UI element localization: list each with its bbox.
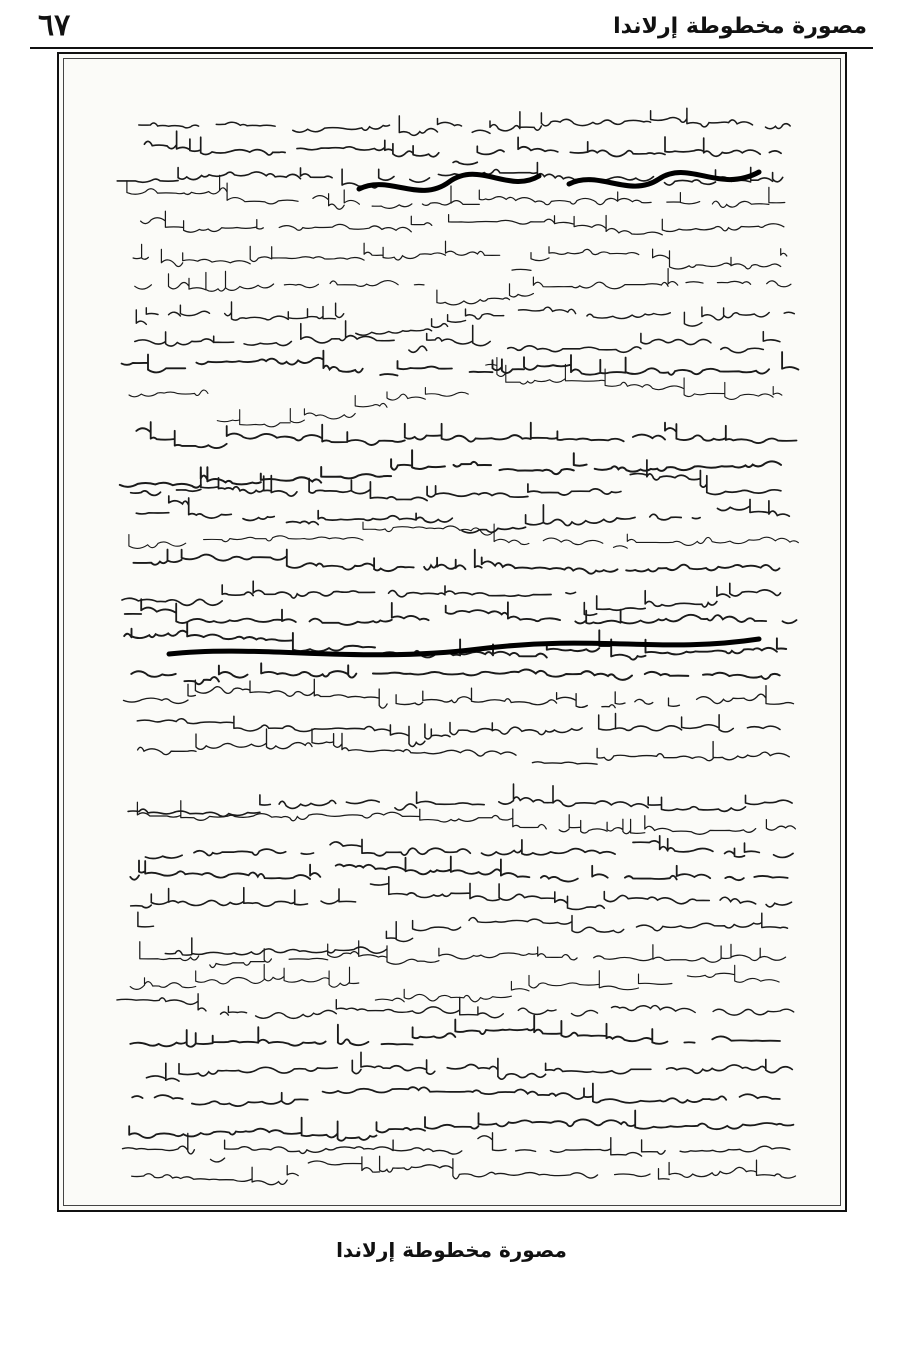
handwriting-line-22 — [137, 714, 780, 747]
handwriting-line-17 — [122, 581, 780, 615]
page-header — [0, 0, 903, 46]
handwriting-line-16 — [133, 550, 779, 574]
handwriting-line-1 — [144, 131, 781, 164]
handwriting-line-29 — [138, 912, 788, 955]
handwriting-line-7 — [136, 302, 794, 335]
handwriting-line-35 — [123, 1084, 779, 1107]
page-number: ٦٧ — [38, 8, 71, 43]
handwriting-line-5 — [133, 241, 787, 270]
handwriting-line-21 — [124, 679, 794, 708]
handwriting-line-38 — [132, 1156, 796, 1184]
handwriting-line-26 — [145, 836, 793, 859]
handwriting-line-27 — [130, 857, 787, 882]
handwriting-line-37 — [122, 1133, 789, 1162]
handwriting-line-9 — [122, 351, 799, 376]
handwriting-line-31 — [130, 964, 779, 1001]
handwriting-line-18 — [109, 599, 796, 625]
handwriting-line-33 — [117, 1016, 780, 1047]
handwriting-line-14 — [136, 496, 789, 533]
handwriting-line-20 — [131, 663, 779, 684]
handwriting-line-23 — [138, 729, 790, 764]
manuscript-image — [57, 52, 847, 1212]
handwriting-line-11 — [136, 422, 796, 448]
handwriting-line-28 — [131, 877, 792, 910]
handwriting-line-34 — [131, 1052, 792, 1081]
handwriting-line-15 — [129, 522, 799, 548]
manuscript-handwriting — [59, 54, 847, 1212]
handwriting-line-36 — [129, 1111, 793, 1141]
handwriting-line-0 — [130, 108, 790, 135]
handwriting-line-6 — [135, 269, 791, 305]
running-title: مصورة مخطوطة إرلاندا — [613, 14, 867, 39]
handwriting-line-19 — [124, 623, 786, 660]
figure-caption: مصورة مخطوطة إرلاندا — [336, 1238, 567, 1262]
header-rule — [30, 47, 873, 49]
handwriting-line-24 — [128, 784, 792, 816]
handwriting-line-8 — [135, 321, 780, 353]
handwriting-line-25 — [137, 801, 795, 835]
handwriting-line-10 — [129, 358, 782, 427]
handwriting-line-4 — [141, 211, 784, 235]
